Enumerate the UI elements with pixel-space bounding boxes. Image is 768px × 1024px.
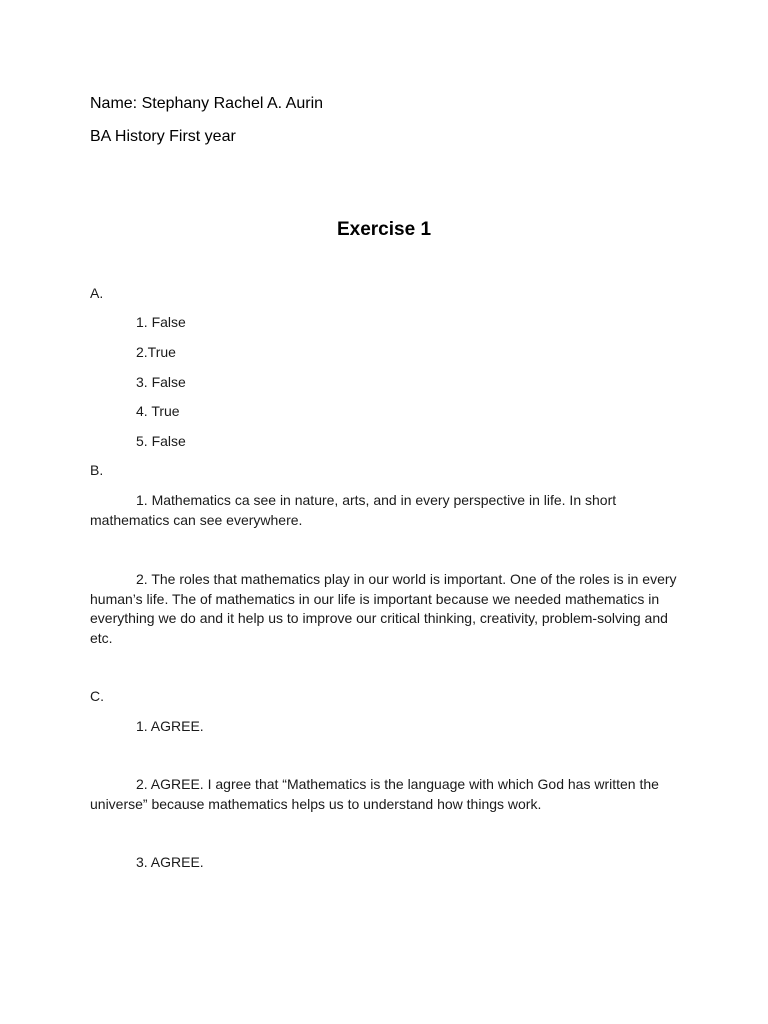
section-a-item: 3. False bbox=[136, 374, 186, 390]
section-a-item: 5. False bbox=[136, 433, 186, 449]
section-b-paragraph: 1. Mathematics ca see in nature, arts, and in every perspective in life. In short mathematics can see everywhere. bbox=[90, 492, 617, 528]
section-a-item: 2.True bbox=[136, 344, 176, 360]
section-a-label: A. bbox=[90, 285, 104, 301]
section-c-item: 3. AGREE. bbox=[136, 854, 204, 870]
section-c-item: 2. AGREE. I agree that “Mathematics is the language with which God has written the universe” because mathematics helps us to understand how things work. bbox=[90, 776, 659, 812]
page-title: Exercise 1 bbox=[336, 219, 432, 240]
section-a-item: 1. False bbox=[136, 314, 186, 330]
student-course: BA History First year bbox=[90, 128, 236, 145]
section-b-paragraph: 2. The roles that mathematics play in our world is important. One of the roles is in every human’s life. The of mathematics in our life is important because we needed mathematics in everything we do and it help us to improve our critical thinking, creativity, problem-solving and etc. bbox=[90, 571, 677, 646]
section-c-label: C. bbox=[90, 688, 104, 704]
section-a-item: 4. True bbox=[136, 403, 180, 419]
student-name: Name: Stephany Rachel A. Aurin bbox=[90, 95, 324, 112]
section-b-label: B. bbox=[90, 462, 104, 478]
section-c-item: 1. AGREE. bbox=[136, 718, 204, 734]
